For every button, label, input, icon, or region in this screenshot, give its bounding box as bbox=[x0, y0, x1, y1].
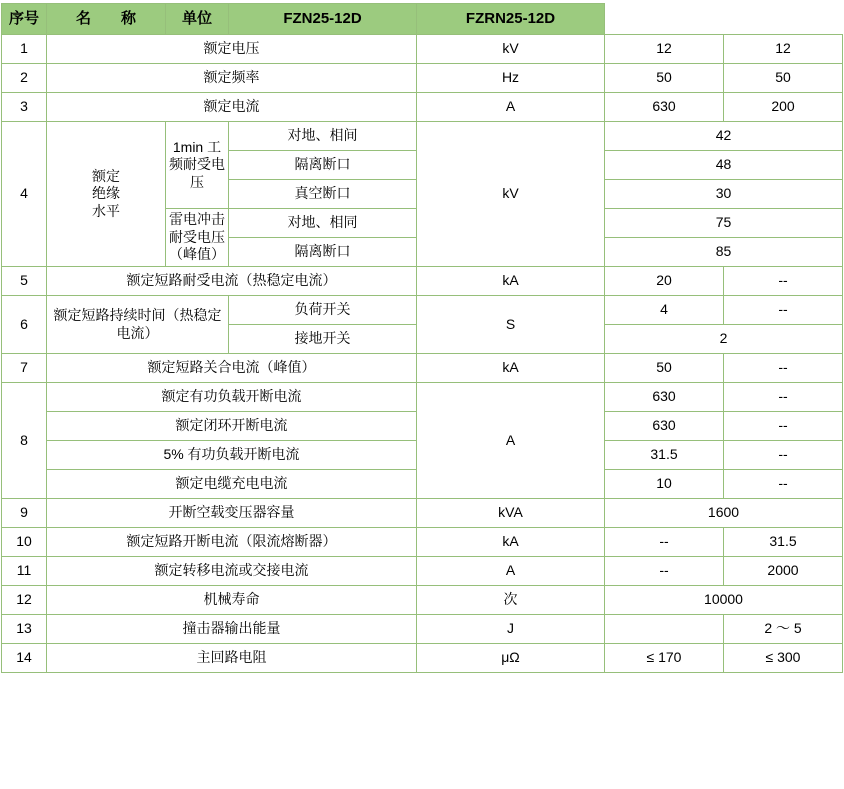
row-unit: kA bbox=[417, 528, 605, 557]
subgroup-label-lightning-impulse: 雷电冲击耐受电压（峰值） bbox=[166, 209, 229, 267]
row-name: 额定短路耐受电流（热稳定电流） bbox=[47, 267, 417, 296]
table-row bbox=[2, 615, 843, 644]
sub-item-label: 负荷开关 bbox=[229, 296, 417, 325]
row-unit: kVA bbox=[417, 499, 605, 528]
row-value-model1: 630 bbox=[605, 93, 724, 122]
row-value-model2: ≤ 300 bbox=[724, 644, 843, 673]
row-index: 5 bbox=[2, 267, 47, 296]
table-row bbox=[2, 122, 843, 151]
header-cell-model-2: FZRN25-12D bbox=[417, 4, 605, 35]
sub-item-value-model1: 630 bbox=[605, 383, 724, 412]
row-unit: Hz bbox=[417, 64, 605, 93]
row-index: 11 bbox=[2, 557, 47, 586]
row-value-model2: 2 ～ 5 bbox=[724, 615, 843, 644]
row-value-model1 bbox=[605, 615, 724, 644]
row-unit: kV bbox=[417, 35, 605, 64]
row-name: 额定绝缘水平 bbox=[47, 122, 166, 267]
specifications-table bbox=[1, 3, 843, 673]
row-value-model2: 2000 bbox=[724, 557, 843, 586]
table-header bbox=[2, 4, 843, 35]
sub-item-value-model2: -- bbox=[724, 296, 843, 325]
row-value-model1: 50 bbox=[605, 354, 724, 383]
row-value-model2: -- bbox=[724, 267, 843, 296]
table-row bbox=[2, 296, 843, 325]
sub-item-value: 75 bbox=[605, 209, 843, 238]
row-name: 额定频率 bbox=[47, 64, 417, 93]
row-index: 12 bbox=[2, 586, 47, 615]
row-unit: kV bbox=[417, 122, 605, 267]
row-index: 14 bbox=[2, 644, 47, 673]
table-row bbox=[2, 644, 843, 673]
row-value-model2: 31.5 bbox=[724, 528, 843, 557]
table-row bbox=[2, 528, 843, 557]
sub-item-label: 隔离断口 bbox=[229, 151, 417, 180]
row-name: 额定电流 bbox=[47, 93, 417, 122]
row-value-model1: 50 bbox=[605, 64, 724, 93]
row-index: 7 bbox=[2, 354, 47, 383]
row-value-merged: 1600 bbox=[605, 499, 843, 528]
row-unit: μΩ bbox=[417, 644, 605, 673]
row-name: 机械寿命 bbox=[47, 586, 417, 615]
table-row bbox=[2, 383, 843, 412]
row-unit: kA bbox=[417, 354, 605, 383]
sub-item-value: 30 bbox=[605, 180, 843, 209]
sub-item-label: 5% 有功负载开断电流 bbox=[47, 441, 417, 470]
row-value-model2: 12 bbox=[724, 35, 843, 64]
table-row bbox=[2, 64, 843, 93]
sub-item-value: 42 bbox=[605, 122, 843, 151]
row-index: 6 bbox=[2, 296, 47, 354]
row-name: 开断空载变压器容量 bbox=[47, 499, 417, 528]
sub-item-label: 额定闭环开断电流 bbox=[47, 412, 417, 441]
row-name: 额定短路开断电流（限流熔断器） bbox=[47, 528, 417, 557]
row-unit: 次 bbox=[417, 586, 605, 615]
sub-item-value: 85 bbox=[605, 238, 843, 267]
row-index: 9 bbox=[2, 499, 47, 528]
table-row bbox=[2, 499, 843, 528]
header-cell-index: 序号 bbox=[2, 4, 47, 35]
row-value-model1: 12 bbox=[605, 35, 724, 64]
sub-item-value-model1: 630 bbox=[605, 412, 724, 441]
sub-item-value: 48 bbox=[605, 151, 843, 180]
row-value-model2: 50 bbox=[724, 64, 843, 93]
row-unit: A bbox=[417, 383, 605, 499]
sub-item-value-model1: 4 bbox=[605, 296, 724, 325]
table-row bbox=[2, 93, 843, 122]
row-unit: J bbox=[417, 615, 605, 644]
table-row bbox=[2, 35, 843, 64]
row-name: 主回路电阻 bbox=[47, 644, 417, 673]
row-index: 4 bbox=[2, 122, 47, 267]
row-index: 13 bbox=[2, 615, 47, 644]
sub-item-label: 对地、相间 bbox=[229, 122, 417, 151]
row-unit: S bbox=[417, 296, 605, 354]
table-row bbox=[2, 557, 843, 586]
row-unit: kA bbox=[417, 267, 605, 296]
table-body bbox=[2, 35, 843, 673]
table-row bbox=[2, 586, 843, 615]
row-index: 8 bbox=[2, 383, 47, 499]
row-index: 3 bbox=[2, 93, 47, 122]
sub-item-value-model2: -- bbox=[724, 441, 843, 470]
table-row bbox=[2, 354, 843, 383]
sub-item-value-model2: -- bbox=[724, 412, 843, 441]
sub-item-value-model2: -- bbox=[724, 383, 843, 412]
row-index: 1 bbox=[2, 35, 47, 64]
row-index: 2 bbox=[2, 64, 47, 93]
sub-item-value-model1: 10 bbox=[605, 470, 724, 499]
row-name: 额定短路持续时间（热稳定电流） bbox=[47, 296, 229, 354]
row-name: 额定转移电流或交接电流 bbox=[47, 557, 417, 586]
sub-item-label: 真空断口 bbox=[229, 180, 417, 209]
row-value-model2: 200 bbox=[724, 93, 843, 122]
subgroup-label-power-frequency: 1min 工频耐受电压 bbox=[166, 122, 229, 209]
table-row bbox=[2, 267, 843, 296]
row-index: 10 bbox=[2, 528, 47, 557]
row-name: 撞击器输出能量 bbox=[47, 615, 417, 644]
header-cell-unit: 单位 bbox=[166, 4, 229, 35]
sub-item-label: 额定有功负载开断电流 bbox=[47, 383, 417, 412]
row-name: 额定电压 bbox=[47, 35, 417, 64]
sub-item-value-model2: -- bbox=[724, 470, 843, 499]
header-row bbox=[2, 4, 843, 35]
sub-item-value-model1: 31.5 bbox=[605, 441, 724, 470]
row-name: 额定短路关合电流（峰值） bbox=[47, 354, 417, 383]
sub-item-label: 对地、相同 bbox=[229, 209, 417, 238]
row-unit: A bbox=[417, 93, 605, 122]
header-cell-name: 名 称 bbox=[47, 4, 166, 35]
sub-item-value-merged: 2 bbox=[605, 325, 843, 354]
row-value-model2: -- bbox=[724, 354, 843, 383]
row-value-model1: -- bbox=[605, 528, 724, 557]
row-value-model1: -- bbox=[605, 557, 724, 586]
sub-item-label: 接地开关 bbox=[229, 325, 417, 354]
row-value-model1: 20 bbox=[605, 267, 724, 296]
row-unit: A bbox=[417, 557, 605, 586]
sub-item-label: 额定电缆充电电流 bbox=[47, 470, 417, 499]
row-value-merged: 10000 bbox=[605, 586, 843, 615]
header-cell-model-1: FZN25-12D bbox=[229, 4, 417, 35]
row-value-model1: ≤ 170 bbox=[605, 644, 724, 673]
sub-item-label: 隔离断口 bbox=[229, 238, 417, 267]
